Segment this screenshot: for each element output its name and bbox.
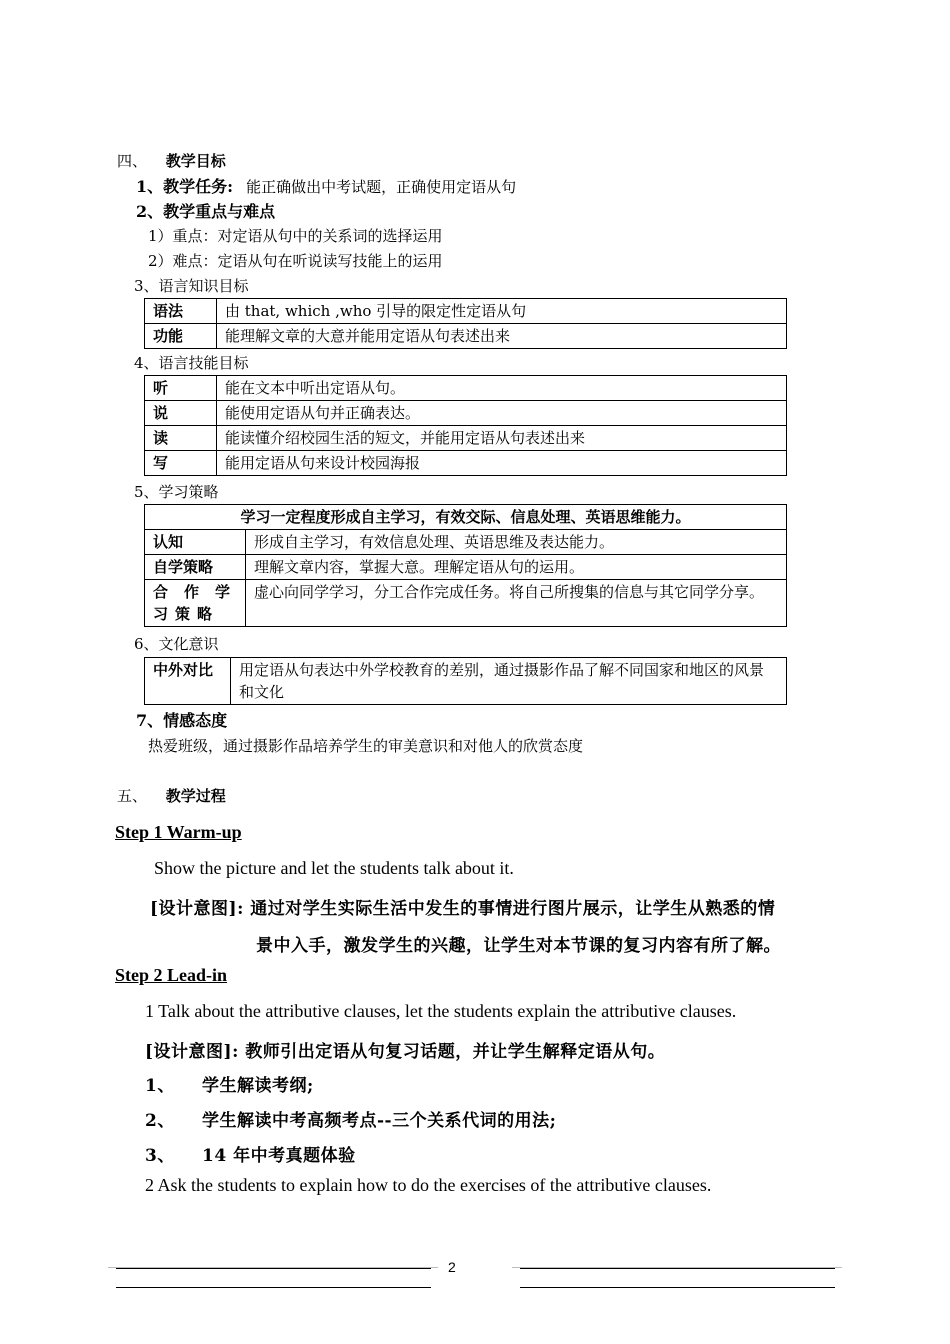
strategy-table — [144, 504, 787, 627]
step-1-intent-line-2: 景中入手，激发学生的兴趣，让学生对本节课的复习内容有所了解。 — [256, 936, 781, 956]
culture-table — [144, 657, 787, 705]
section-4-number: 四、 — [117, 152, 148, 170]
section-5-title: 教学过程 — [165, 787, 226, 805]
key-difficult-title: 2、教学重点与难点 — [136, 202, 276, 221]
list-item-text: 学生解读考纲; — [202, 1076, 314, 1096]
table-row — [145, 376, 787, 401]
culture-title: 6、文化意识 — [134, 635, 219, 653]
table-key: 自学策略 — [145, 555, 246, 580]
list-item — [145, 1141, 356, 1166]
teaching-task-text: 能正确做出中考试题，正确使用定语从句 — [246, 178, 517, 196]
step-2-text-2: 2 Ask the students to explain how to do the exercises of the attributive clauses. — [145, 1175, 712, 1195]
footer-rule-left — [116, 1268, 431, 1269]
table-row — [145, 299, 787, 324]
table-row — [145, 505, 787, 530]
step-2-text-1: 1 Talk about the attributive clauses, let the students explain the attributive clauses. — [145, 1001, 737, 1021]
table-key: 合作学习策略 — [145, 580, 246, 627]
footer-rule-right — [520, 1268, 835, 1269]
difficult-point: 2）难点：定语从句在听说读写技能上的运用 — [148, 252, 443, 270]
step-1-title: Step 1 Warm-up — [115, 822, 242, 842]
table-key: 写 — [145, 451, 217, 476]
table-row — [145, 530, 787, 555]
list-item-number: 2、 — [145, 1111, 175, 1131]
list-item — [145, 1071, 314, 1096]
step-2-title: Step 2 Lead-in — [115, 965, 228, 985]
strategy-title: 5、学习策略 — [134, 483, 219, 501]
table-value: 用定语从句表达中外学校教育的差别，通过摄影作品了解不同国家和地区的风景和文化 — [231, 658, 787, 705]
step-2-intent: [设计意图]: 教师引出定语从句复习话题，并让学生解释定语从句。 — [145, 1042, 666, 1062]
table-row — [145, 658, 787, 705]
list-item-text: 学生解读中考高频考点--三个关系代词的用法; — [202, 1111, 557, 1131]
lang-knowledge-title: 3、语言知识目标 — [134, 277, 249, 295]
table-row — [145, 426, 787, 451]
table-row — [145, 555, 787, 580]
table-value: 能使用定语从句并正确表达。 — [217, 401, 787, 426]
table-value: 形成自主学习，有效信息处理、英语思维及表达能力。 — [246, 530, 787, 555]
list-item-text: 14 年中考真题体验 — [202, 1146, 356, 1166]
table-row — [145, 324, 787, 349]
section-4-heading — [117, 151, 226, 171]
table-value: 能理解文章的大意并能用定语从句表述出来 — [217, 324, 787, 349]
strategy-header: 学习一定程度形成自主学习，有效交际、信息处理、英语思维能力。 — [145, 505, 787, 530]
lang-skill-title: 4、语言技能目标 — [134, 354, 249, 372]
table-value: 能读懂介绍校园生活的短文，并能用定语从句表述出来 — [217, 426, 787, 451]
teaching-task-label: 1、教学任务: — [136, 177, 234, 196]
table-value: 能在文本中听出定语从句。 — [217, 376, 787, 401]
footer-rule-right-bottom — [520, 1287, 835, 1288]
table-row — [145, 580, 787, 627]
table-key: 说 — [145, 401, 217, 426]
section-4-title: 教学目标 — [165, 152, 226, 170]
section-5-heading — [117, 786, 226, 806]
step-1-intent-line-1: [设计意图]: 通过对学生实际生活中发生的事情进行图片展示，让学生从熟悉的情 — [150, 899, 776, 919]
page-number: 2 — [448, 1259, 456, 1275]
table-value: 由 that, which ,who 引导的限定性定语从句 — [217, 299, 787, 324]
list-item-number: 3、 — [145, 1146, 175, 1166]
teaching-task — [136, 177, 516, 197]
list-item — [145, 1106, 557, 1131]
step-1-text: Show the picture and let the students talk about it. — [154, 858, 514, 878]
emotion-title: 7、情感态度 — [136, 711, 228, 730]
table-key: 功能 — [145, 324, 217, 349]
list-item-number: 1、 — [145, 1076, 175, 1096]
table-row — [145, 401, 787, 426]
table-key: 语法 — [145, 299, 217, 324]
key-point: 1）重点：对定语从句中的关系词的选择运用 — [148, 227, 443, 245]
emotion-text: 热爱班级，通过摄影作品培养学生的审美意识和对他人的欣赏态度 — [148, 737, 584, 755]
footer-rule-left-bottom — [116, 1287, 431, 1288]
lang-knowledge-table — [144, 298, 787, 349]
table-value: 虚心向同学学习，分工合作完成任务。将自己所搜集的信息与其它同学分享。 — [246, 580, 787, 627]
table-row — [145, 451, 787, 476]
table-value: 理解文章内容，掌握大意。理解定语从句的运用。 — [246, 555, 787, 580]
lang-skill-table — [144, 375, 787, 476]
section-5-number: 五、 — [117, 787, 148, 805]
table-value: 能用定语从句来设计校园海报 — [217, 451, 787, 476]
table-key: 认知 — [145, 530, 246, 555]
table-key: 中外对比 — [145, 658, 231, 705]
table-key: 听 — [145, 376, 217, 401]
table-key: 读 — [145, 426, 217, 451]
